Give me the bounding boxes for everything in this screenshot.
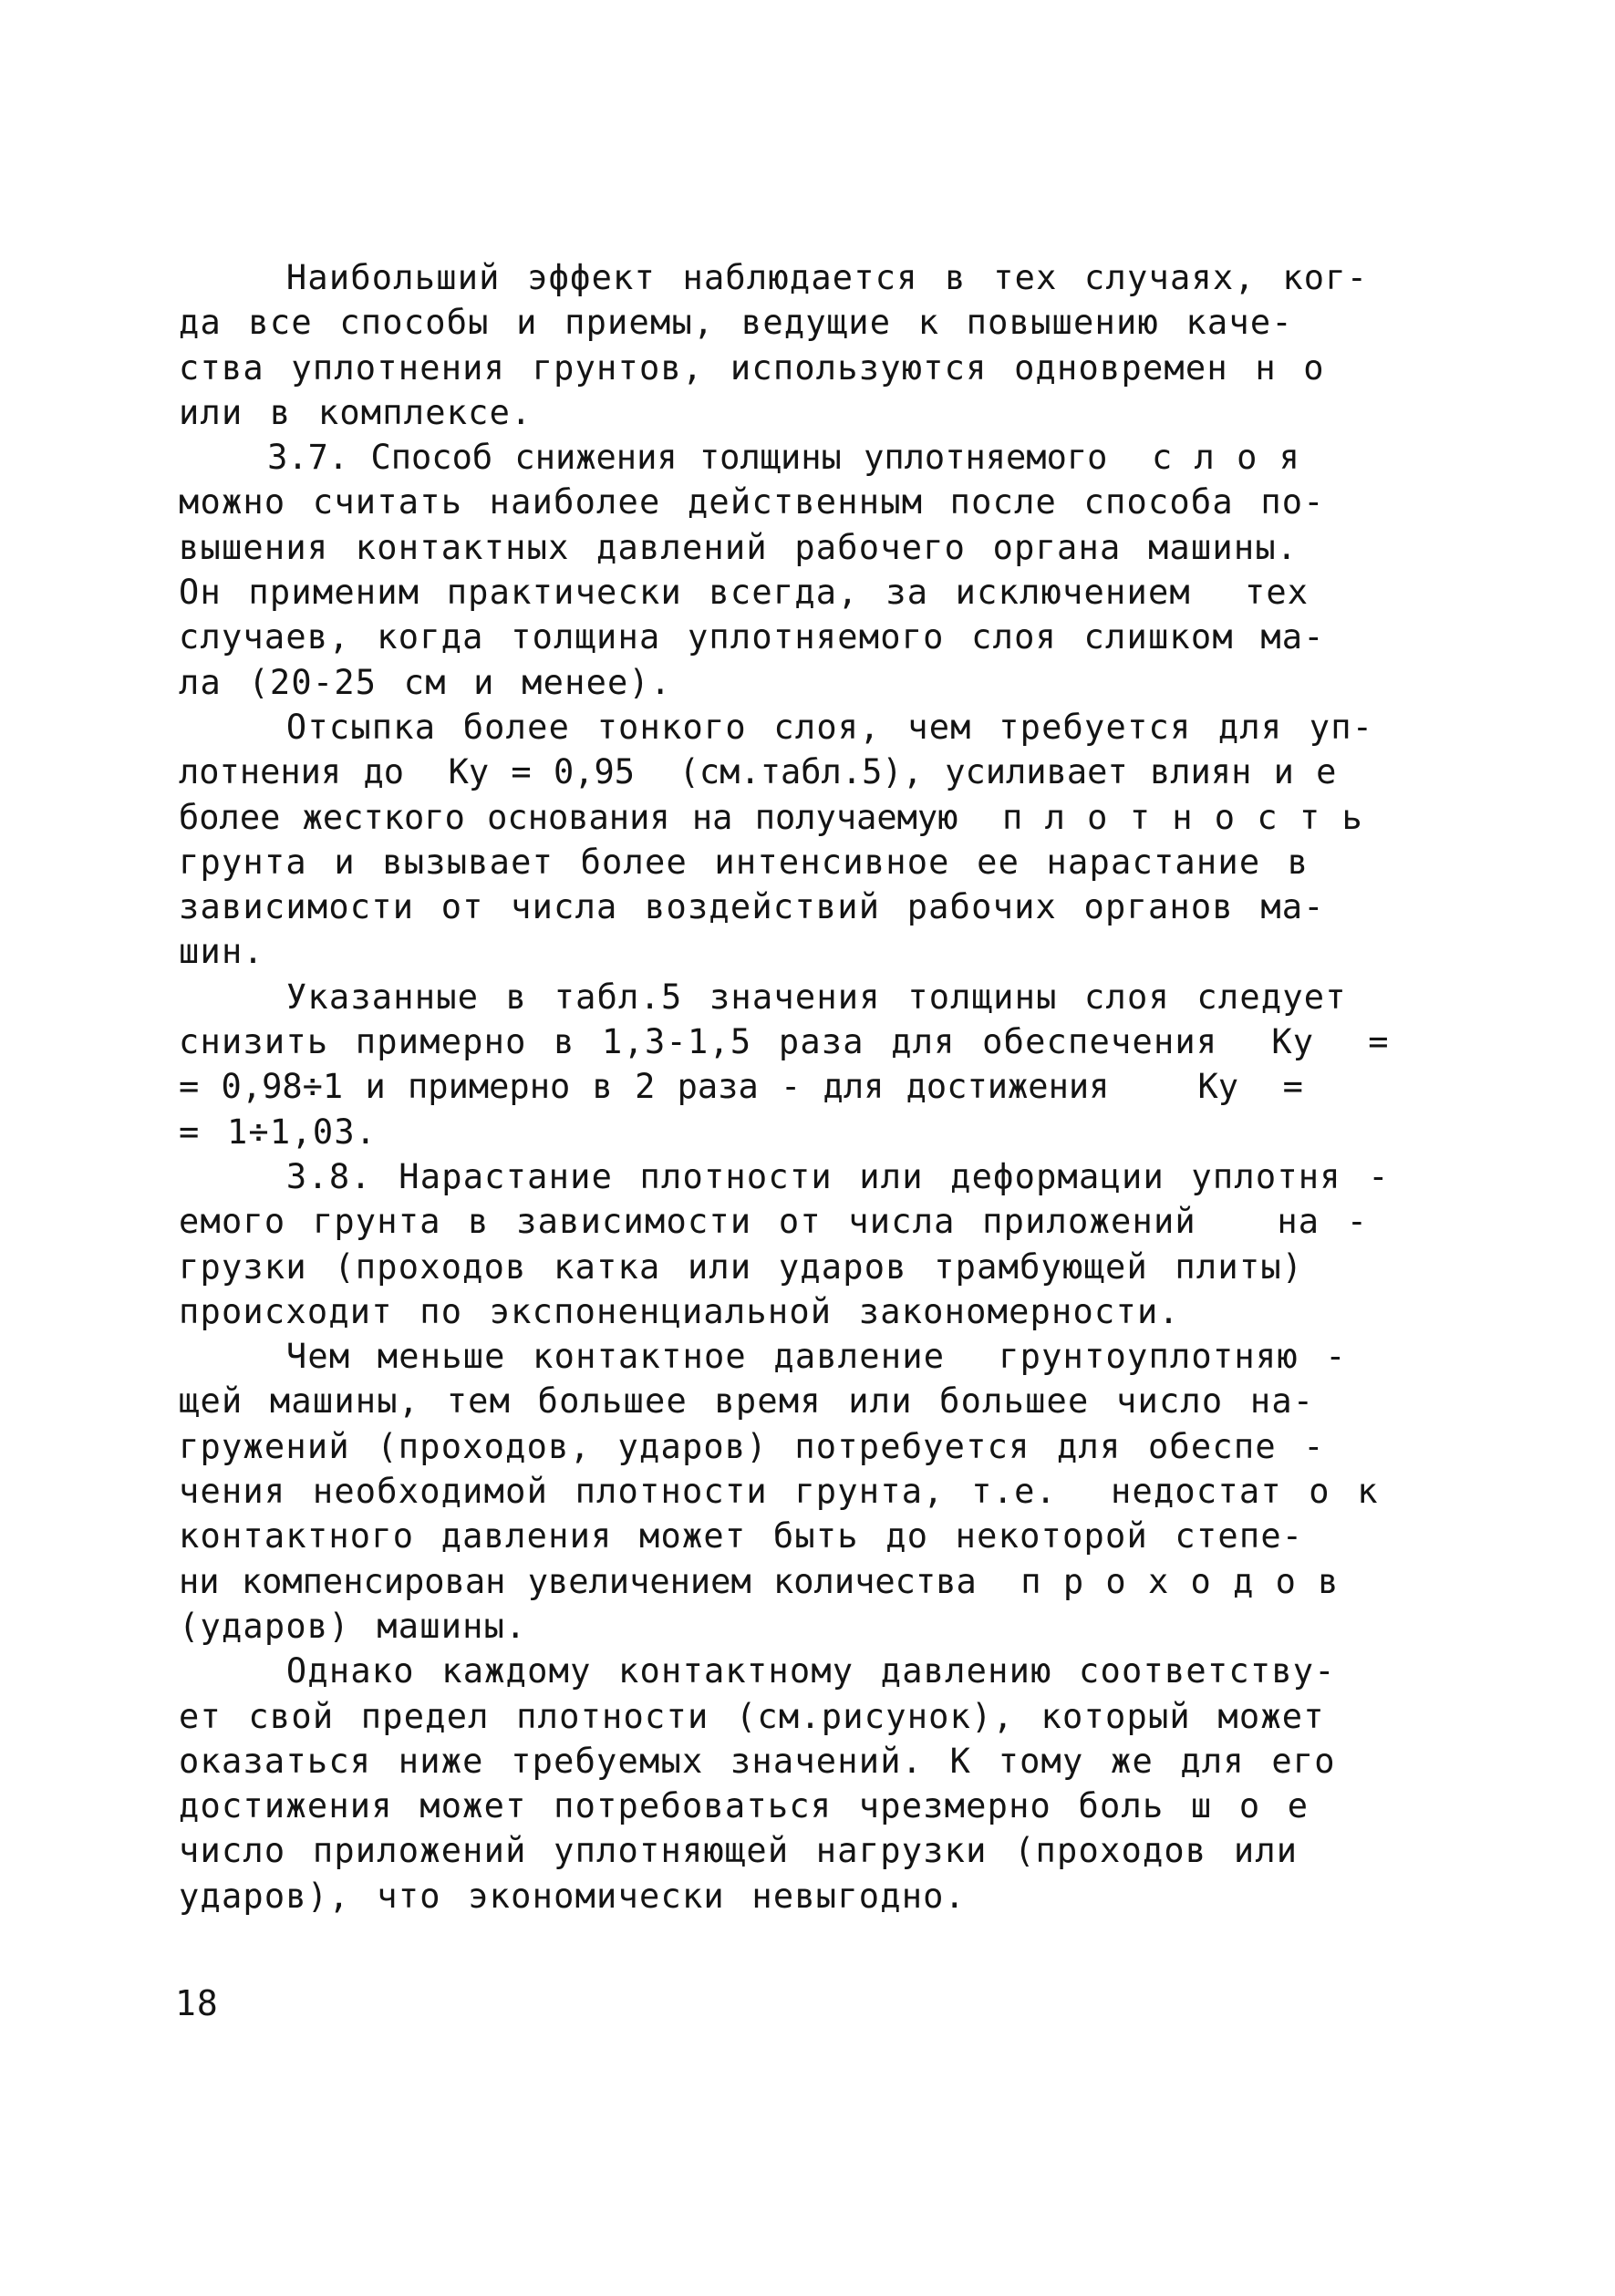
- text-line: лотнения до Kу = 0,95 (см.табл.5), усиливает влиян и е: [179, 752, 1337, 792]
- body-text: [179, 255, 1392, 1919]
- text-line: = 0,98÷1 и примерно в 2 раза - для достижения Kу =: [179, 1067, 1303, 1107]
- text-line: емого грунта в зависимости от числа приложений на -: [179, 1202, 1369, 1242]
- text-line: Чем меньше контактное давление грунтоуплотняю -: [179, 1337, 1347, 1377]
- text-line: достижения может потребоваться чрезмерно боль ш о е: [179, 1786, 1310, 1826]
- text-line: да все способы и приемы, ведущие к повышению каче-: [179, 303, 1293, 343]
- text-line: более жесткого основания на получаемую п л о т н о с т ь: [179, 797, 1362, 837]
- text-line: ни компенсирован увеличением количества п р о х о д о в: [179, 1561, 1339, 1601]
- text-line: 3.7. Способ снижения толщины уплотняемого с л о я: [179, 438, 1299, 478]
- text-line: = 1÷1,03.: [179, 1112, 378, 1152]
- text-line: случаев, когда толщина уплотняемого слоя слишком ма-: [179, 617, 1325, 657]
- text-line: ударов), что экономически невыгодно.: [179, 1876, 967, 1916]
- text-line: число приложений уплотняющей нагрузки (проходов или: [179, 1831, 1299, 1871]
- text-line: грунта и вызывает более интенсивное ее нарастание в: [179, 842, 1310, 882]
- text-line: или в комплексе.: [179, 392, 533, 432]
- text-line: чения необходимой плотности грунта, т.е. недостат о к: [179, 1472, 1379, 1512]
- text-line: 3.8. Нарастание плотности или деформации уплотня -: [179, 1156, 1390, 1196]
- text-line: ет свой предел плотности (см.рисунок), который может: [179, 1696, 1325, 1736]
- text-line: (ударов) машины.: [179, 1606, 527, 1646]
- text-line: ла (20-25 см и менее).: [179, 662, 672, 702]
- text-line: вышения контактных давлений рабочего органа машины.: [179, 527, 1299, 567]
- text-line: происходит по экспоненциальной закономерности.: [179, 1291, 1180, 1331]
- text-line: Указанные в табл.5 значения толщины слоя следует: [179, 977, 1347, 1017]
- text-line: Наибольший эффект наблюдается в тех случаях, ког-: [179, 258, 1369, 297]
- text-line: шин.: [179, 932, 264, 972]
- text-line: можно считать наиболее действенным после способа по-: [179, 482, 1325, 522]
- text-line: снизить примерно в 1,3-1,5 раза для обеспечения Kу =: [179, 1022, 1390, 1062]
- text-line: ства уплотнения грунтов, используются одновремен н о: [179, 347, 1325, 388]
- text-line: зависимости от числа воздействий рабочих органов ма-: [179, 887, 1325, 927]
- text-line: контактного давления может быть до некоторой степе-: [179, 1516, 1304, 1557]
- text-line: грузки (проходов катка или ударов трамбующей плиты): [179, 1246, 1304, 1287]
- text-line: оказаться ниже требуемых значений. К тому же для его: [179, 1741, 1336, 1781]
- text-line: щей машины, тем большее время или большее число на-: [179, 1381, 1315, 1422]
- text-line: Отсыпка более тонкого слоя, чем требуется для уп-: [179, 707, 1374, 747]
- text-line: Однако каждому контактному давлению соответству-: [179, 1651, 1336, 1691]
- text-line: гружений (проходов, ударов) потребуется для обеспе -: [179, 1426, 1325, 1466]
- text-line: Он применим практически всегда, за исключением тех: [179, 573, 1310, 613]
- page-number: 18: [175, 1983, 219, 2023]
